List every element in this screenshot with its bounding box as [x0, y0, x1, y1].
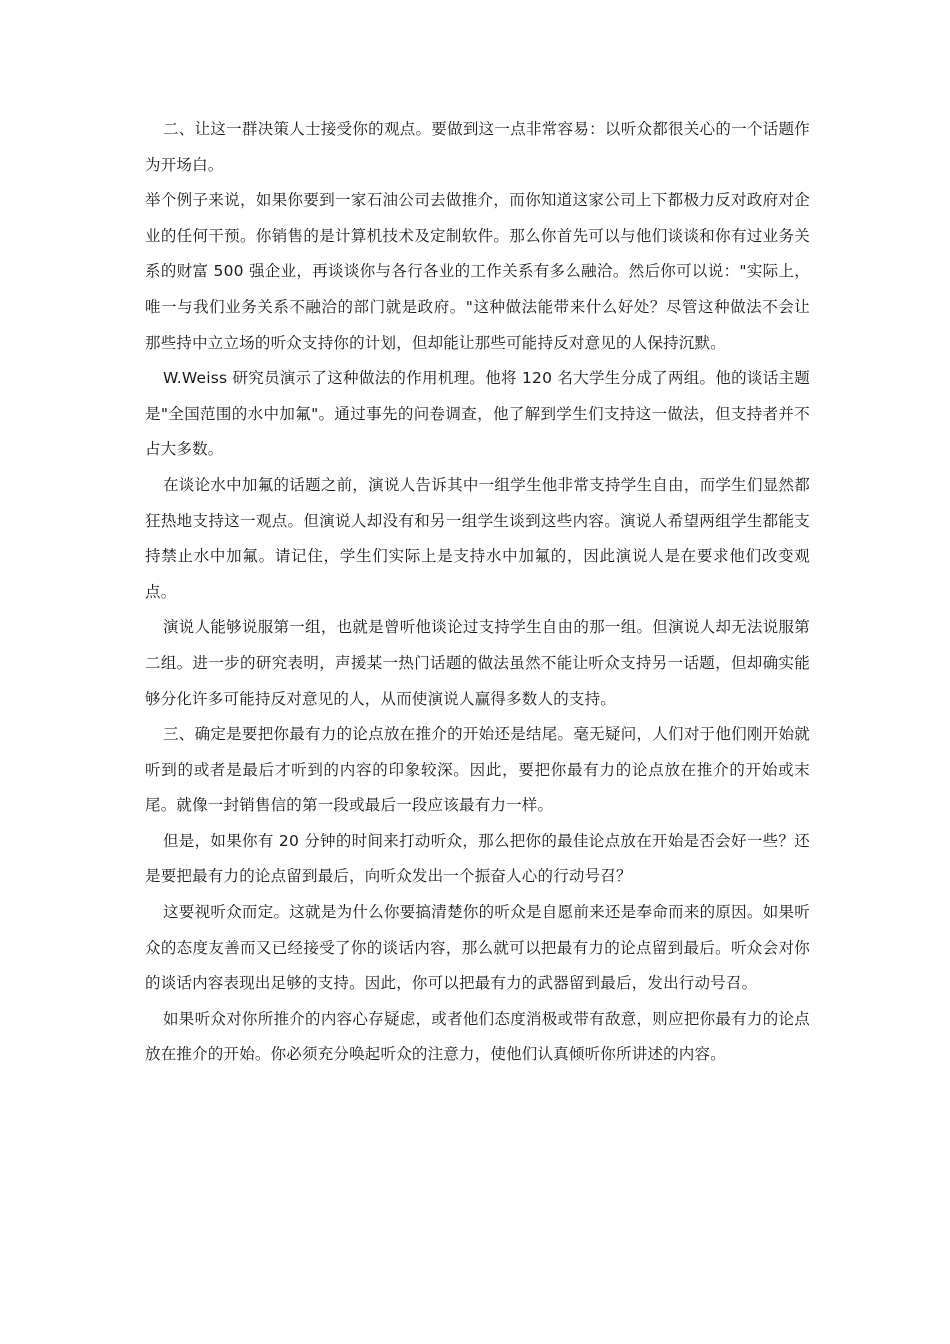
- paragraph-6: 三、确定是要把你最有力的论点放在推介的开始还是结尾。毫无疑问，人们对于他们刚开始就听到的或者是最后才听到的内容的印象较深。因此，要把你最有力的论点放在推介的开始或末尾。就像一封销售信的第一段或最后一段应该最有力一样。: [145, 725, 810, 815]
- paragraph-8: 这要视听众而定。这就是为什么你要搞清楚你的听众是自愿前来还是奉命而来的原因。如果听众的态度友善而又已经接受了你的谈话内容，那么就可以把最有力的论点留到最后。听众会对你的谈话内容表现出足够的支持。因此，你可以把最有力的武器留到最后，发出行动号召。: [145, 903, 810, 993]
- paragraph-5: 演说人能够说服第一组，也就是曾听他谈论过支持学生自由的那一组。但演说人却无法说服第二组。进一步的研究表明，声援某一热门话题的做法虽然不能让听众支持另一话题，但却确实能够分化许多可能持反对意见的人，从而使演说人赢得多数人的支持。: [145, 618, 810, 708]
- paragraph-3: W.Weiss 研究员演示了这种做法的作用机理。他将 120 名大学生分成了两组。他的谈话主题是"全国范围的水中加氟"。通过事先的问卷调查，他了解到学生们支持这一做法，但支持者并不占大多数。: [145, 369, 810, 459]
- document-body: [145, 112, 810, 1073]
- paragraph-7: 但是，如果你有 20 分钟的时间来打动听众，那么把你的最佳论点放在开始是否会好一些？还是要把最有力的论点留到最后，向听众发出一个振奋人心的行动号召？: [145, 831, 810, 886]
- paragraph-4: 在谈论水中加氟的话题之前，演说人告诉其中一组学生他非常支持学生自由，而学生们显然都狂热地支持这一观点。但演说人却没有和另一组学生谈到这些内容。演说人希望两组学生都能支持禁止水中加氟。请记住，学生们实际上是支持水中加氟的，因此演说人是在要求他们改变观点。: [145, 475, 810, 601]
- paragraph-9: 如果听众对你所推介的内容心存疑虑，或者他们态度消极或带有敌意，则应把你最有力的论点放在推介的开始。你必须充分唤起听众的注意力，使他们认真倾听你所讲述的内容。: [145, 1009, 810, 1064]
- paragraph-2: 举个例子来说，如果你要到一家石油公司去做推介，而你知道这家公司上下都极力反对政府对企业的任何干预。你销售的是计算机技术及定制软件。那么你首先可以与他们谈谈和你有过业务关系的财富 500 强企业，再谈谈你与各行各业的工作关系有多么融洽。然后你可以说："实际上，唯一与我们业务关系不融洽的部门就是政府。"这种做法能带来什么好处？尽管这种做法不会让那些持中立立场的听众支持你的计划，但却能让那些可能持反对意见的人保持沉默。: [145, 191, 810, 352]
- paragraph-1: 二、让这一群决策人士接受你的观点。要做到这一点非常容易：以听众都很关心的一个话题作为开场白。: [145, 120, 810, 174]
